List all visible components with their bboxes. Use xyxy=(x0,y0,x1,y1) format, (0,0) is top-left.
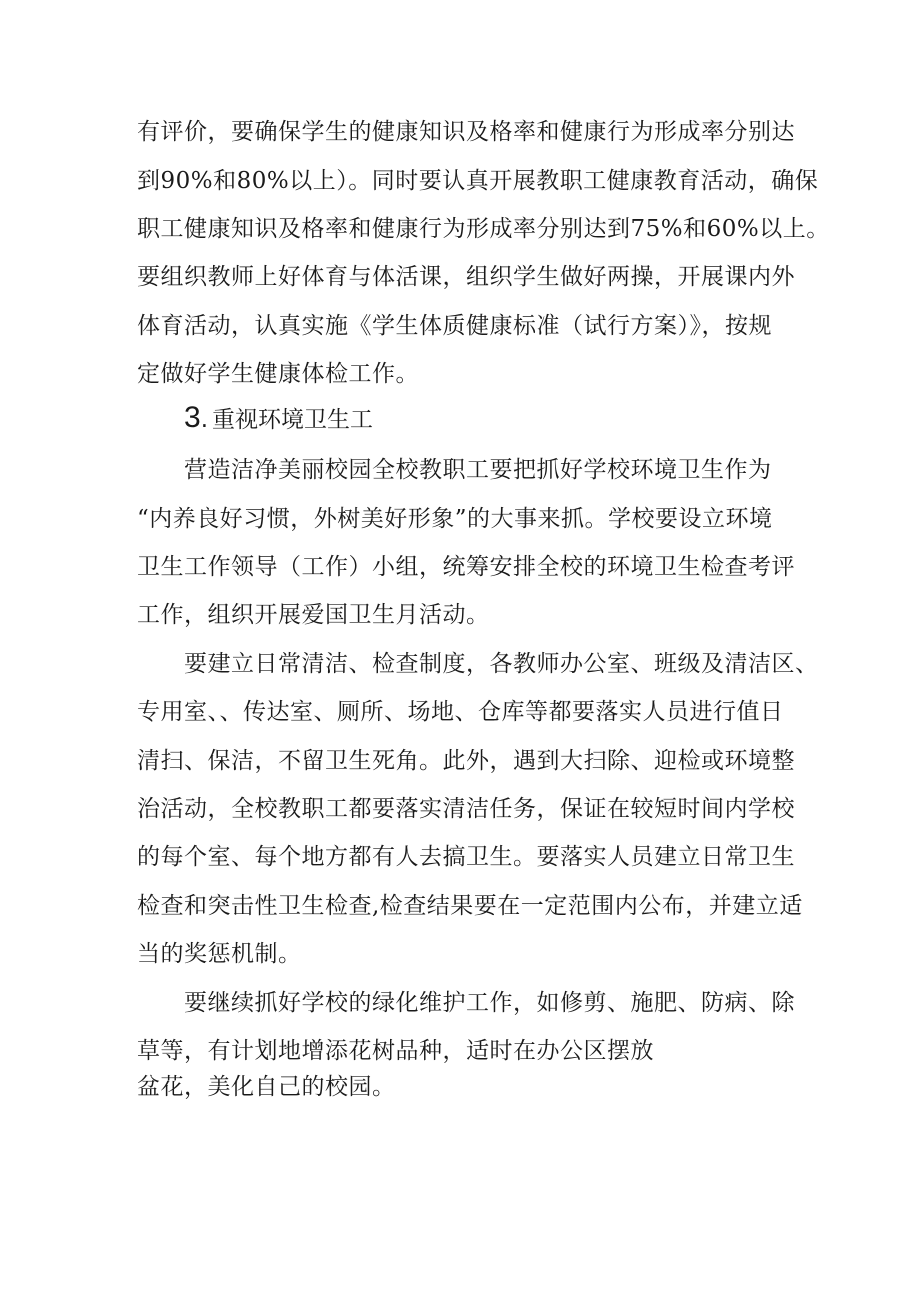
section-separator: . xyxy=(200,407,208,433)
paragraph-line: 清扫、保洁，不留卫生死角。此外，遇到大扫除、迎检或环境整 xyxy=(137,748,795,774)
paragraph-line: 体育活动，认真实施《学生体质健康标准（试行方案）》，按规 xyxy=(137,313,772,339)
paragraph-line: 草等，有计划地增添花树品种，适时在办公区摆放 xyxy=(137,1038,654,1064)
paragraph-line: 卫生工作领导（工作）小组，统筹安排全校的环境卫生检查考评 xyxy=(137,554,795,580)
section-heading xyxy=(184,401,373,437)
paragraph-line: 到90%和80%以上）。同时要认真开展教职工健康教育活动，确保 xyxy=(137,168,819,194)
paragraph-line: 检查和突击性卫生检查,检查结果要在一定范围内公布，并建立适 xyxy=(137,893,803,919)
paragraph-line: 盆花，美化自己的校园。 xyxy=(137,1074,396,1100)
paragraph-line: 营造洁净美丽校园全校教职工要把抓好学校环境卫生作为 xyxy=(184,457,772,483)
paragraph-line: “内养良好习惯，外树美好形象”的大事来抓。学校要设立环境 xyxy=(137,506,773,532)
paragraph-line: 的每个室、每个地方都有人去搞卫生。要落实人员建立日常卫生 xyxy=(137,844,795,870)
section-number: 3 xyxy=(184,401,201,434)
paragraph-line: 要建立日常清洁、检查制度，各教师办公室、班级及清洁区、 xyxy=(184,651,819,677)
paragraph-line: 工作，组织开展爱国卫生月活动。 xyxy=(137,602,490,628)
paragraph-line: 治活动，全校教职工都要落实清洁任务，保证在较短时间内学校 xyxy=(137,796,795,822)
section-title: 重视环境卫生工 xyxy=(212,407,373,433)
paragraph-line: 专用室、、传达室、厕所、场地、仓库等都要落实人员进行值日 xyxy=(137,699,784,725)
paragraph-line: 定做好学生健康体检工作。 xyxy=(137,361,419,387)
paragraph-line: 职工健康知识及格率和健康行为形成率分别达到75%和60%以上。 xyxy=(137,216,830,242)
paragraph-line: 有评价，要确保学生的健康知识及格率和健康行为形成率分别达 xyxy=(137,119,795,145)
paragraph-line: 当的奖惩机制。 xyxy=(137,941,302,967)
paragraph-line: 要组织教师上好体育与体活课，组织学生做好两操，开展课内外 xyxy=(137,264,795,290)
paragraph-line: 要继续抓好学校的绿化维护工作，如修剪、施肥、防病、除 xyxy=(184,990,795,1016)
